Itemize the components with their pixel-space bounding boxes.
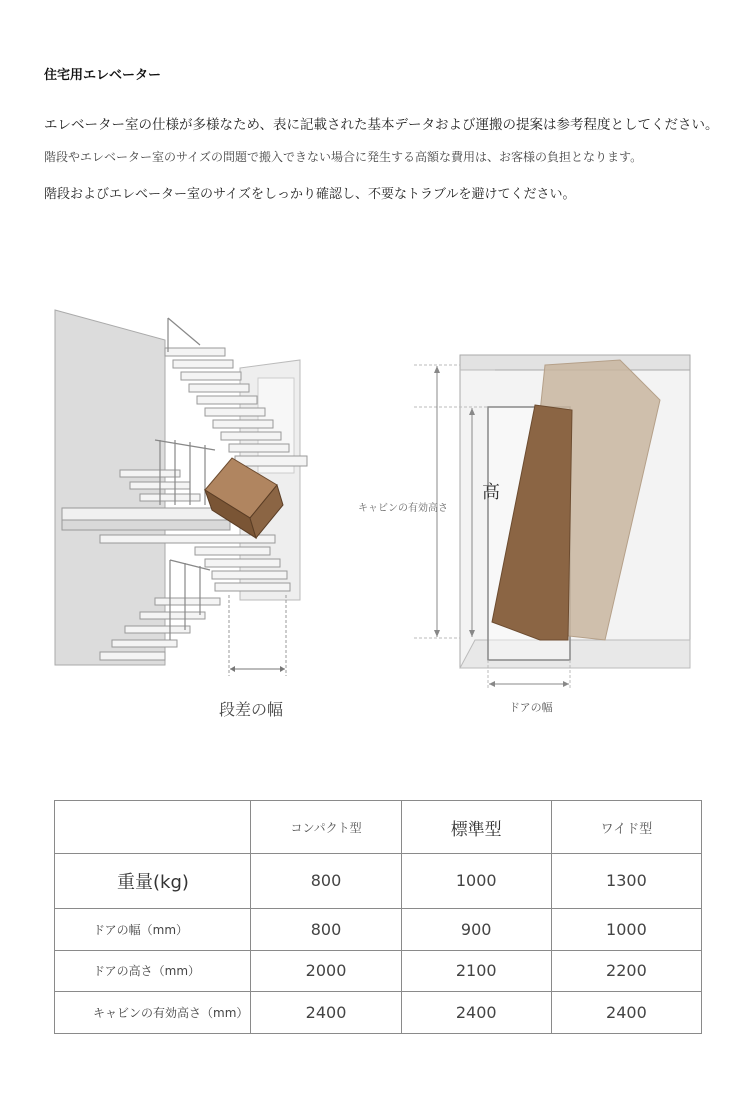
row-label: キャビンの有効高さ（mm）	[55, 992, 251, 1034]
table-row	[55, 908, 702, 950]
note-check: 階段およびエレベーター室のサイズをしっかり確認し、不要なトラブルを避けてください。	[44, 187, 576, 202]
table-cell: 1000	[551, 908, 701, 950]
door-height-label: 高	[482, 482, 500, 503]
note-cost: 階段やエレベーター室のサイズの問題で搬入できない場合に発生する高額な費用は、お客様の負担となります。	[44, 150, 643, 164]
step-width-caption: 段差の幅	[219, 700, 284, 719]
cabin-illustration	[414, 355, 690, 690]
table-header-cell: コンパクト型	[251, 801, 401, 854]
table-cell: 2200	[551, 950, 701, 992]
table-header-cell: 標準型	[401, 801, 551, 854]
staircase-illustration	[55, 310, 307, 676]
page-title: 住宅用エレベーター	[44, 68, 162, 83]
spec-table	[54, 800, 702, 1034]
table-row	[55, 950, 702, 992]
table-cell: 800	[251, 908, 401, 950]
table-header-row	[55, 801, 702, 854]
table-row	[55, 992, 702, 1034]
table-cell: 2000	[251, 950, 401, 992]
cabin-height-caption: キャビンの有効高さ	[358, 503, 448, 514]
row-label: ドアの高さ（mm）	[55, 950, 251, 992]
table-cell: 2400	[551, 992, 701, 1034]
table-cell: 1300	[551, 854, 701, 909]
table-cell: 1000	[401, 854, 551, 909]
row-label: ドアの幅（mm）	[55, 908, 251, 950]
table-cell: 800	[251, 854, 401, 909]
table-header-cell: ワイド型	[551, 801, 701, 854]
door-width-caption: ドアの幅	[509, 701, 553, 714]
note-reference: エレベーター室の仕様が多様なため、表に記載された基本データおよび運搬の提案は参考程度としてください。	[44, 117, 719, 133]
table-cell: 2400	[401, 992, 551, 1034]
table-cell: 2100	[401, 950, 551, 992]
table-header-cell	[55, 801, 251, 854]
table-cell: 900	[401, 908, 551, 950]
table-row	[55, 854, 702, 909]
table-cell: 2400	[251, 992, 401, 1034]
row-label: 重量(kg)	[55, 854, 251, 909]
